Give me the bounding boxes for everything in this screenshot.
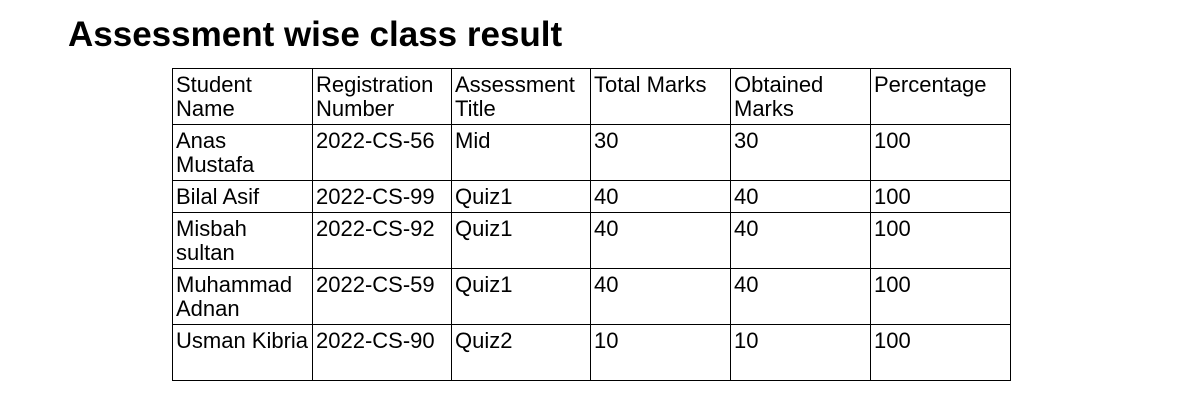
cell-percentage: 100 — [871, 213, 1011, 269]
header-assessment-title: Assessment Title — [452, 69, 591, 125]
cell-percentage: 100 — [871, 269, 1011, 325]
cell-total-marks: 40 — [591, 181, 731, 213]
cell-assessment-title: Mid — [452, 125, 591, 181]
cell-registration-number: 2022-CS-92 — [313, 213, 452, 269]
table-body — [173, 125, 1011, 381]
cell-total-marks: 10 — [591, 325, 731, 381]
table-header — [173, 69, 1011, 125]
cell-student-name: Bilal Asif — [173, 181, 313, 213]
header-student-name: Student Name — [173, 69, 313, 125]
header-obtained-marks: Obtained Marks — [731, 69, 871, 125]
header-percentage: Percentage — [871, 69, 1011, 125]
header-row — [173, 69, 1011, 125]
header-registration-number: Registration Number — [313, 69, 452, 125]
cell-percentage: 100 — [871, 125, 1011, 181]
cell-obtained-marks: 40 — [731, 213, 871, 269]
cell-student-name: Misbah sultan — [173, 213, 313, 269]
table-row — [173, 181, 1011, 213]
cell-obtained-marks: 10 — [731, 325, 871, 381]
cell-student-name: Usman Kibria — [173, 325, 313, 381]
cell-student-name: Anas Mustafa — [173, 125, 313, 181]
table-row — [173, 325, 1011, 381]
cell-obtained-marks: 30 — [731, 125, 871, 181]
cell-registration-number: 2022-CS-99 — [313, 181, 452, 213]
cell-total-marks: 40 — [591, 269, 731, 325]
cell-student-name: Muhammad Adnan — [173, 269, 313, 325]
cell-total-marks: 40 — [591, 213, 731, 269]
cell-percentage: 100 — [871, 181, 1011, 213]
cell-registration-number: 2022-CS-59 — [313, 269, 452, 325]
cell-obtained-marks: 40 — [731, 269, 871, 325]
cell-assessment-title: Quiz1 — [452, 181, 591, 213]
cell-obtained-marks: 40 — [731, 181, 871, 213]
cell-registration-number: 2022-CS-56 — [313, 125, 452, 181]
cell-total-marks: 30 — [591, 125, 731, 181]
page-title: Assessment wise class result — [68, 15, 563, 54]
table-row — [173, 125, 1011, 181]
cell-assessment-title: Quiz1 — [452, 269, 591, 325]
result-table — [172, 68, 1011, 381]
cell-percentage: 100 — [871, 325, 1011, 381]
table-row — [173, 269, 1011, 325]
cell-assessment-title: Quiz2 — [452, 325, 591, 381]
table-row — [173, 213, 1011, 269]
cell-assessment-title: Quiz1 — [452, 213, 591, 269]
cell-registration-number: 2022-CS-90 — [313, 325, 452, 381]
header-total-marks: Total Marks — [591, 69, 731, 125]
